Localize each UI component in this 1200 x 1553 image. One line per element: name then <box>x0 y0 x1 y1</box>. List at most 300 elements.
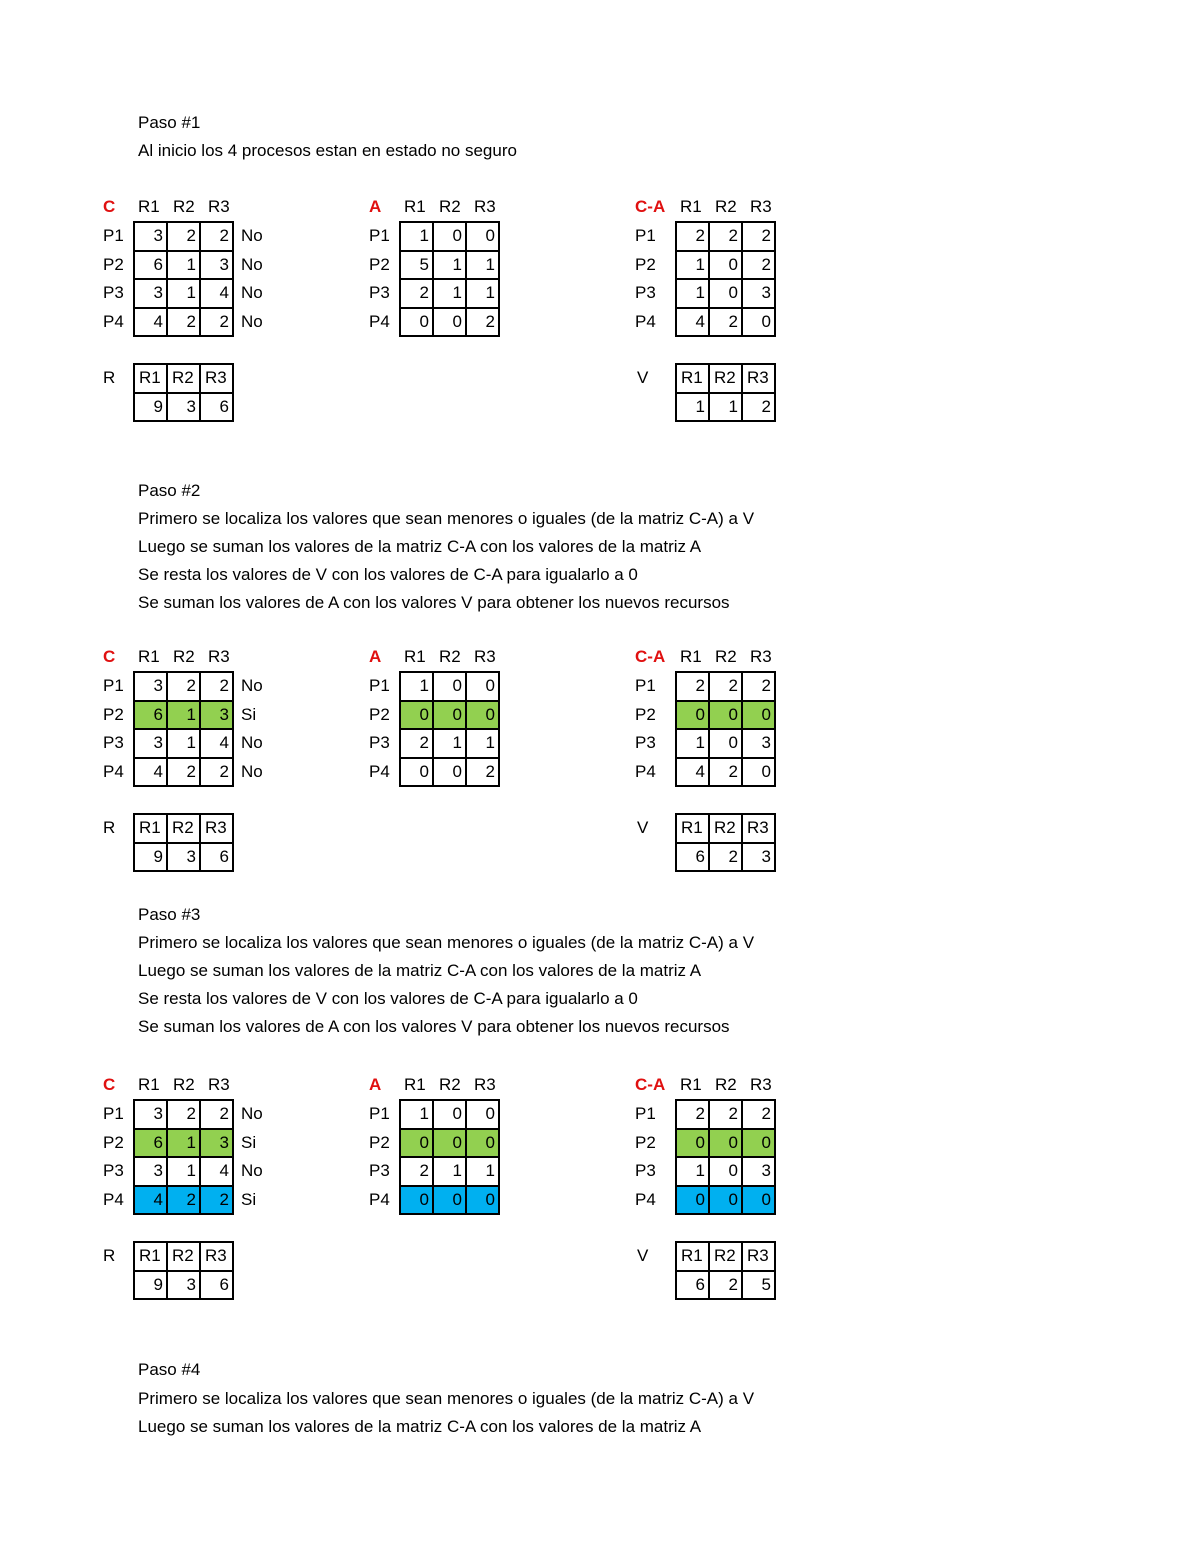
vector-value-cell: 1 <box>676 393 709 422</box>
step-line: Primero se localiza los valores que sean menores o iguales (de la matriz C-A) a V <box>138 1389 755 1408</box>
matrix-cell: 1 <box>433 279 466 308</box>
process-label: P2 <box>369 704 390 724</box>
vector-header-cell: R3 <box>742 364 775 393</box>
vector-value-cell: 9 <box>134 393 167 422</box>
matrix-cell: 1 <box>676 251 709 280</box>
matrix-cell: 1 <box>167 701 200 730</box>
column-header: R3 <box>750 1075 772 1094</box>
column-header: R1 <box>138 197 160 216</box>
matrix-cell: 2 <box>709 308 742 337</box>
matrix-cell: 1 <box>676 729 709 758</box>
matrix-cell: 0 <box>433 672 466 701</box>
column-header: R3 <box>474 197 496 216</box>
matrix-name-label: A <box>369 647 382 666</box>
column-header: R1 <box>680 1075 702 1094</box>
column-header: R2 <box>715 197 737 216</box>
vector-header-cell: R1 <box>134 1242 167 1271</box>
vector-header-cell: R3 <box>200 364 233 393</box>
safety-status-label: No <box>241 1161 263 1180</box>
column-header: R2 <box>439 1075 461 1094</box>
matrix-cell: 2 <box>200 1186 233 1215</box>
matrix-cell: 1 <box>433 251 466 280</box>
matrix-cell: 0 <box>709 1186 742 1215</box>
matrix-cell: 0 <box>676 1129 709 1158</box>
vector-value-cell: 6 <box>200 393 233 422</box>
matrix-cell: 1 <box>433 1157 466 1186</box>
vector-v-table <box>675 363 776 422</box>
matrix-cell: 0 <box>466 1129 499 1158</box>
column-header: R1 <box>138 647 160 666</box>
table-row <box>134 1242 233 1271</box>
matrix-cell: 0 <box>676 1186 709 1215</box>
matrix-cell: 2 <box>200 758 233 787</box>
matrix-cell: 4 <box>676 308 709 337</box>
column-header: R3 <box>208 1075 230 1094</box>
matrix-cell: 6 <box>134 1129 167 1158</box>
step-line: Se suman los valores de A con los valores V para obtener los nuevos recursos <box>138 593 730 612</box>
vector-header-cell: R2 <box>709 814 742 843</box>
process-label: P3 <box>369 1161 390 1180</box>
step-title: Paso #4 <box>138 1360 201 1379</box>
vector-name-label: R <box>103 1246 116 1265</box>
table-row <box>400 729 499 758</box>
matrix-cell: 1 <box>466 251 499 280</box>
table-row <box>134 1129 233 1158</box>
matrix-cell: 0 <box>742 308 775 337</box>
step-line: Primero se localiza los valores que sean menores o iguales (de la matriz C-A) a V <box>138 509 755 528</box>
matrix-cell: 1 <box>433 729 466 758</box>
column-header: R3 <box>474 1075 496 1094</box>
matrix-cell: 0 <box>400 1186 433 1215</box>
column-header: R1 <box>138 1075 160 1094</box>
vector-header-cell: R1 <box>676 814 709 843</box>
table-row <box>134 672 233 701</box>
process-label: P4 <box>635 1189 656 1209</box>
process-label: P4 <box>369 1189 390 1209</box>
matrix-cell: 0 <box>466 1186 499 1215</box>
matrix-cell: 1 <box>400 672 433 701</box>
matrix-cell: 0 <box>400 308 433 337</box>
matrix-name-label: C <box>103 647 116 666</box>
vector-header-cell: R1 <box>676 1242 709 1271</box>
column-header: R1 <box>404 197 426 216</box>
table-row <box>400 672 499 701</box>
table-row <box>676 1100 775 1129</box>
matrix-cell: 2 <box>200 672 233 701</box>
table-row <box>134 1271 233 1300</box>
table-row <box>134 279 233 308</box>
table-row <box>134 251 233 280</box>
table-row <box>676 364 775 393</box>
matrix-cell: 2 <box>742 672 775 701</box>
column-header: R3 <box>208 647 230 666</box>
safety-status-label: No <box>241 226 263 245</box>
matrix-cell: 2 <box>167 672 200 701</box>
table-row <box>400 308 499 337</box>
matrix-name-label: A <box>369 197 382 216</box>
vector-value-cell: 5 <box>742 1271 775 1300</box>
vector-header-cell: R2 <box>167 1242 200 1271</box>
vector-v-table <box>675 1241 776 1300</box>
vector-r-table <box>133 363 234 422</box>
vector-header-cell: R2 <box>709 364 742 393</box>
safety-status-label: No <box>241 283 263 302</box>
process-label: P4 <box>635 311 656 331</box>
vector-value-cell: 2 <box>709 843 742 872</box>
process-label: P1 <box>103 676 124 695</box>
column-header: R2 <box>715 647 737 666</box>
safety-status-label: No <box>241 733 263 752</box>
matrix-cell: 0 <box>742 1129 775 1158</box>
table-row <box>676 279 775 308</box>
matrix-name-label: A <box>369 1075 382 1094</box>
process-label: P3 <box>635 283 656 302</box>
process-label: P2 <box>103 254 124 274</box>
table-row <box>134 758 233 787</box>
table-row <box>676 1157 775 1186</box>
vector-header-cell: R2 <box>167 814 200 843</box>
process-label: P4 <box>103 311 124 331</box>
matrix-cell: 2 <box>200 308 233 337</box>
matrix-cell: 0 <box>709 251 742 280</box>
matrix-cell: 2 <box>167 758 200 787</box>
step-title: Paso #2 <box>138 481 201 500</box>
vector-name-label: R <box>103 818 116 837</box>
table-row <box>400 701 499 730</box>
matrix-cell: 0 <box>433 222 466 251</box>
process-label: P1 <box>635 1104 656 1123</box>
column-header: R3 <box>750 197 772 216</box>
matrix-ca-table <box>675 1099 776 1215</box>
vector-value-cell: 6 <box>676 843 709 872</box>
matrix-cell: 6 <box>134 701 167 730</box>
matrix-cell: 3 <box>200 251 233 280</box>
column-header: R3 <box>750 647 772 666</box>
table-row <box>676 1271 775 1300</box>
table-row <box>400 222 499 251</box>
vector-value-cell: 3 <box>742 843 775 872</box>
matrix-cell: 2 <box>400 729 433 758</box>
matrix-cell: 0 <box>433 1129 466 1158</box>
table-row <box>134 814 233 843</box>
matrix-cell: 2 <box>400 279 433 308</box>
matrix-cell: 0 <box>742 701 775 730</box>
matrix-cell: 3 <box>742 729 775 758</box>
matrix-cell: 2 <box>200 222 233 251</box>
matrix-cell: 1 <box>466 1157 499 1186</box>
matrix-cell: 2 <box>676 222 709 251</box>
table-row <box>134 308 233 337</box>
matrix-cell: 3 <box>134 222 167 251</box>
matrix-a-table <box>399 1099 500 1215</box>
matrix-cell: 2 <box>200 1100 233 1129</box>
matrix-cell: 2 <box>676 672 709 701</box>
matrix-cell: 4 <box>134 1186 167 1215</box>
matrix-cell: 1 <box>167 1157 200 1186</box>
matrix-cell: 0 <box>400 758 433 787</box>
vector-value-cell: 1 <box>709 393 742 422</box>
matrix-cell: 2 <box>709 758 742 787</box>
matrix-cell: 2 <box>167 1186 200 1215</box>
matrix-cell: 5 <box>400 251 433 280</box>
matrix-cell: 4 <box>676 758 709 787</box>
vector-value-cell: 3 <box>167 1271 200 1300</box>
process-label: P2 <box>103 1132 124 1152</box>
vector-value-cell: 6 <box>200 1271 233 1300</box>
table-row <box>676 251 775 280</box>
vector-value-cell: 9 <box>134 843 167 872</box>
matrix-cell: 0 <box>433 1100 466 1129</box>
matrix-name-label: C-A <box>635 197 666 216</box>
matrix-cell: 0 <box>466 701 499 730</box>
matrix-cell: 2 <box>466 308 499 337</box>
vector-r-table <box>133 813 234 872</box>
step-line: Primero se localiza los valores que sean menores o iguales (de la matriz C-A) a V <box>138 933 755 952</box>
matrix-cell: 1 <box>676 1157 709 1186</box>
column-header: R2 <box>173 647 195 666</box>
process-label: P4 <box>635 761 656 781</box>
column-header: R3 <box>474 647 496 666</box>
table-row <box>676 222 775 251</box>
matrix-c-table <box>133 221 234 337</box>
matrix-name-label: C-A <box>635 1075 666 1094</box>
step-line: Luego se suman los valores de la matriz C-A con los valores de la matriz A <box>138 1417 702 1436</box>
table-row <box>400 251 499 280</box>
table-row <box>676 1186 775 1215</box>
column-header: R1 <box>680 647 702 666</box>
process-label: P3 <box>103 733 124 752</box>
process-label: P3 <box>103 1161 124 1180</box>
matrix-name-label: C-A <box>635 647 666 666</box>
matrix-cell: 1 <box>400 222 433 251</box>
matrix-cell: 1 <box>167 1129 200 1158</box>
table-row <box>676 701 775 730</box>
table-row <box>134 393 233 422</box>
matrix-cell: 4 <box>200 729 233 758</box>
table-row <box>134 843 233 872</box>
matrix-name-label: C <box>103 1075 116 1094</box>
column-header: R2 <box>439 647 461 666</box>
matrix-cell: 3 <box>134 279 167 308</box>
matrix-a-table <box>399 221 500 337</box>
matrix-cell: 4 <box>200 1157 233 1186</box>
step-title: Paso #3 <box>138 905 201 924</box>
process-label: P2 <box>635 254 656 274</box>
vector-value-cell: 3 <box>167 843 200 872</box>
table-row <box>676 729 775 758</box>
matrix-cell: 3 <box>742 1157 775 1186</box>
vector-value-cell: 6 <box>200 843 233 872</box>
matrix-cell: 2 <box>676 1100 709 1129</box>
matrix-cell: 2 <box>466 758 499 787</box>
safety-status-label: Si <box>241 1132 257 1152</box>
matrix-cell: 3 <box>134 672 167 701</box>
safety-status-label: No <box>241 254 263 274</box>
table-row <box>400 1129 499 1158</box>
table-row <box>676 814 775 843</box>
vector-value-cell: 2 <box>742 393 775 422</box>
matrix-name-label: C <box>103 197 116 216</box>
table-row <box>676 1242 775 1271</box>
process-label: P1 <box>103 1104 124 1123</box>
process-label: P1 <box>103 226 124 245</box>
step-line: Se resta los valores de V con los valores de C-A para igualarlo a 0 <box>138 989 638 1008</box>
process-label: P2 <box>369 254 390 274</box>
matrix-cell: 0 <box>433 1186 466 1215</box>
matrix-cell: 0 <box>433 758 466 787</box>
table-row <box>676 843 775 872</box>
matrix-cell: 0 <box>466 222 499 251</box>
matrix-cell: 1 <box>466 729 499 758</box>
column-header: R1 <box>680 197 702 216</box>
column-header: R2 <box>173 197 195 216</box>
step-line: Luego se suman los valores de la matriz C-A con los valores de la matriz A <box>138 537 702 556</box>
process-label: P3 <box>103 283 124 302</box>
process-label: P1 <box>635 226 656 245</box>
table-row <box>134 1157 233 1186</box>
process-label: P4 <box>369 311 390 331</box>
matrix-cell: 1 <box>167 729 200 758</box>
matrix-ca-table <box>675 221 776 337</box>
matrix-cell: 2 <box>167 308 200 337</box>
process-label: P1 <box>635 676 656 695</box>
vector-v-table <box>675 813 776 872</box>
table-row <box>676 393 775 422</box>
table-row <box>676 308 775 337</box>
vector-header-cell: R2 <box>709 1242 742 1271</box>
matrix-cell: 1 <box>167 279 200 308</box>
matrix-cell: 4 <box>134 308 167 337</box>
matrix-cell: 6 <box>134 251 167 280</box>
table-row <box>676 672 775 701</box>
process-label: P2 <box>103 704 124 724</box>
vector-value-cell: 9 <box>134 1271 167 1300</box>
matrix-cell: 0 <box>742 1186 775 1215</box>
vector-header-cell: R1 <box>134 364 167 393</box>
process-label: P2 <box>635 704 656 724</box>
vector-value-cell: 3 <box>167 393 200 422</box>
vector-name-label: V <box>637 368 649 387</box>
matrix-cell: 0 <box>400 701 433 730</box>
safety-status-label: Si <box>241 704 257 724</box>
table-row <box>400 758 499 787</box>
process-label: P1 <box>369 226 390 245</box>
table-row <box>400 1157 499 1186</box>
matrix-cell: 3 <box>742 279 775 308</box>
matrix-ca-table <box>675 671 776 787</box>
matrix-cell: 0 <box>709 279 742 308</box>
matrix-cell: 0 <box>433 308 466 337</box>
matrix-cell: 1 <box>676 279 709 308</box>
matrix-c-table <box>133 671 234 787</box>
matrix-cell: 2 <box>742 222 775 251</box>
table-row <box>676 758 775 787</box>
matrix-cell: 0 <box>709 729 742 758</box>
process-label: P4 <box>369 761 390 781</box>
column-header: R3 <box>208 197 230 216</box>
matrix-cell: 2 <box>742 1100 775 1129</box>
matrix-cell: 0 <box>466 1100 499 1129</box>
matrix-cell: 0 <box>433 701 466 730</box>
column-header: R1 <box>404 1075 426 1094</box>
matrix-cell: 2 <box>709 222 742 251</box>
table-row <box>134 729 233 758</box>
vector-header-cell: R1 <box>676 364 709 393</box>
step-line: Se resta los valores de V con los valores de C-A para igualarlo a 0 <box>138 565 638 584</box>
matrix-cell: 0 <box>709 701 742 730</box>
safety-status-label: No <box>241 1104 263 1123</box>
table-row <box>134 364 233 393</box>
matrix-cell: 4 <box>200 279 233 308</box>
vector-name-label: V <box>637 818 649 837</box>
process-label: P3 <box>635 733 656 752</box>
matrix-cell: 1 <box>466 279 499 308</box>
vector-header-cell: R3 <box>742 814 775 843</box>
safety-status-label: No <box>241 761 263 781</box>
matrix-cell: 3 <box>134 729 167 758</box>
table-row <box>400 279 499 308</box>
matrix-cell: 0 <box>400 1129 433 1158</box>
column-header: R2 <box>173 1075 195 1094</box>
matrix-cell: 0 <box>466 672 499 701</box>
table-row <box>134 222 233 251</box>
vector-name-label: R <box>103 368 116 387</box>
matrix-cell: 2 <box>709 1100 742 1129</box>
table-row <box>134 1186 233 1215</box>
matrix-cell: 3 <box>134 1157 167 1186</box>
matrix-c-table <box>133 1099 234 1215</box>
step-line: Al inicio los 4 procesos estan en estado no seguro <box>138 141 517 160</box>
matrix-cell: 1 <box>167 251 200 280</box>
table-row <box>676 1129 775 1158</box>
vector-header-cell: R3 <box>200 814 233 843</box>
matrix-cell: 2 <box>709 672 742 701</box>
matrix-cell: 0 <box>709 1157 742 1186</box>
matrix-cell: 0 <box>709 1129 742 1158</box>
process-label: P3 <box>369 733 390 752</box>
process-label: P3 <box>635 1161 656 1180</box>
vector-r-table <box>133 1241 234 1300</box>
matrix-cell: 2 <box>742 251 775 280</box>
process-label: P4 <box>103 1189 124 1209</box>
table-row <box>134 1100 233 1129</box>
matrix-cell: 3 <box>200 1129 233 1158</box>
column-header: R2 <box>715 1075 737 1094</box>
table-row <box>400 1100 499 1129</box>
process-label: P1 <box>369 1104 390 1123</box>
matrix-cell: 4 <box>134 758 167 787</box>
process-label: P2 <box>635 1132 656 1152</box>
matrix-cell: 1 <box>400 1100 433 1129</box>
safety-status-label: Si <box>241 1189 257 1209</box>
matrix-cell: 2 <box>167 222 200 251</box>
matrix-cell: 3 <box>134 1100 167 1129</box>
vector-header-cell: R3 <box>200 1242 233 1271</box>
process-label: P2 <box>369 1132 390 1152</box>
step-line: Luego se suman los valores de la matriz C-A con los valores de la matriz A <box>138 961 702 980</box>
vector-header-cell: R2 <box>167 364 200 393</box>
matrix-cell: 0 <box>676 701 709 730</box>
vector-value-cell: 2 <box>709 1271 742 1300</box>
vector-header-cell: R3 <box>742 1242 775 1271</box>
matrix-cell: 3 <box>200 701 233 730</box>
safety-status-label: No <box>241 311 263 331</box>
matrix-a-table <box>399 671 500 787</box>
safety-status-label: No <box>241 676 263 695</box>
process-label: P3 <box>369 283 390 302</box>
process-label: P1 <box>369 676 390 695</box>
matrix-cell: 2 <box>167 1100 200 1129</box>
